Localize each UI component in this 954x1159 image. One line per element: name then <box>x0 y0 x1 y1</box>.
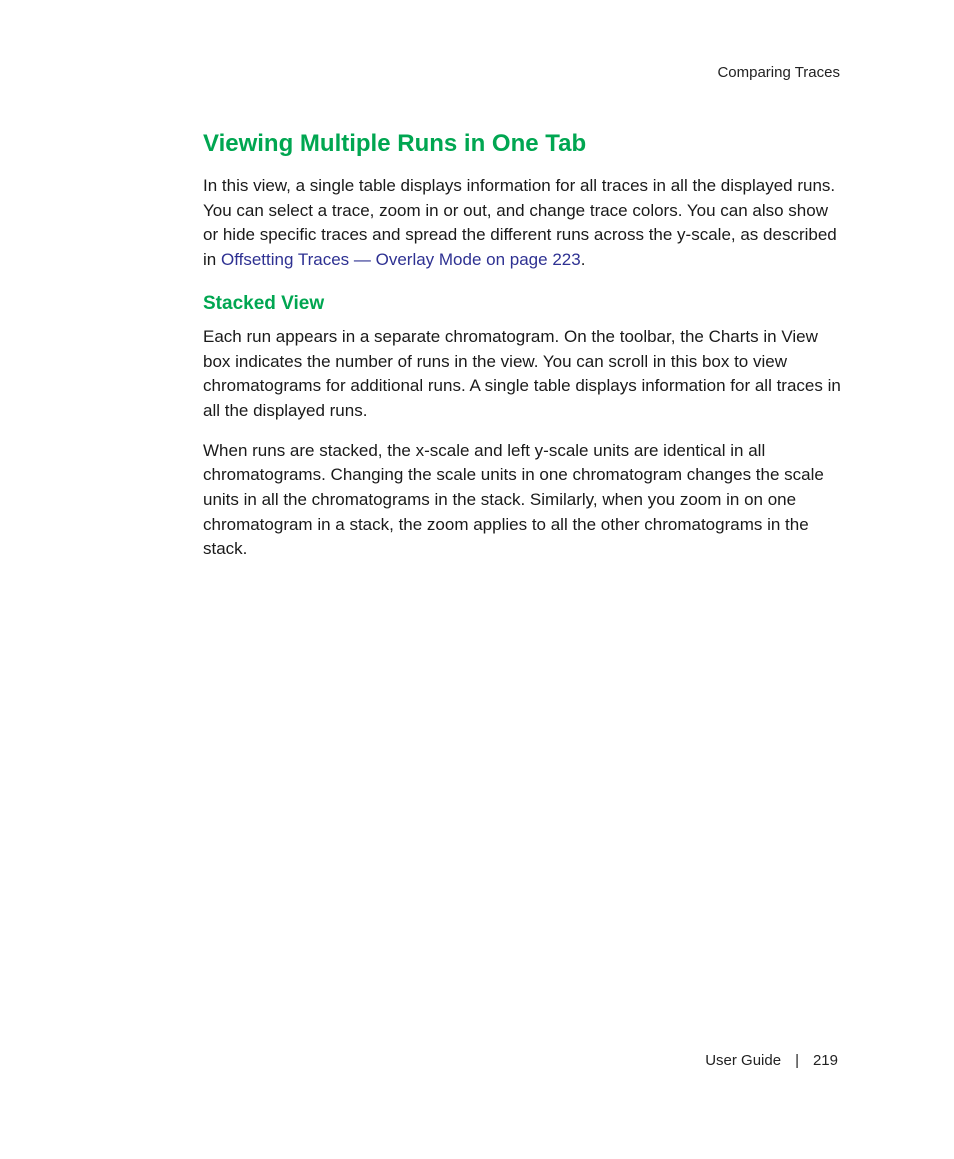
page-content <box>203 128 843 562</box>
stacked-view-paragraph-1: Each run appears in a separate chromatogram. On the toolbar, the Charts in View box indicates the number of runs in the view. You can scroll in this box to view chromatograms for additional runs. A single table displays information for all traces in all the displayed runs. <box>203 326 841 420</box>
footer-separator: | <box>795 1052 799 1069</box>
running-header: Comparing Traces <box>717 64 840 81</box>
section-title: Viewing Multiple Runs in One Tab <box>203 130 587 157</box>
page-footer <box>705 1052 838 1069</box>
cross-reference-link[interactable]: Offsetting Traces — Overlay Mode on page 223 <box>220 250 581 270</box>
footer-guide-label: User Guide <box>705 1052 782 1069</box>
stacked-view-paragraph-2: When runs are stacked, the x-scale and left y-scale units are identical in all chromatograms. Changing the scale units in one chromatogram changes the scale units in all the chromatograms in the stack. Similarly, when you zoom in on one chromatogram in a stack, the zoom applies to all the other chromatograms in the stack. <box>203 440 824 559</box>
intro-text-end: . <box>580 250 586 270</box>
subsection-title: Stacked View <box>203 292 325 314</box>
intro-paragraph <box>203 174 843 273</box>
page-number: 219 <box>812 1052 838 1069</box>
intro-text: In this view, a single table displays information for all traces in all the displayed runs. You can select a trace, zoom in or out, and change trace colors. You can also show or hide specific traces and spread the different runs across the y-scale, as described in <box>203 176 837 270</box>
